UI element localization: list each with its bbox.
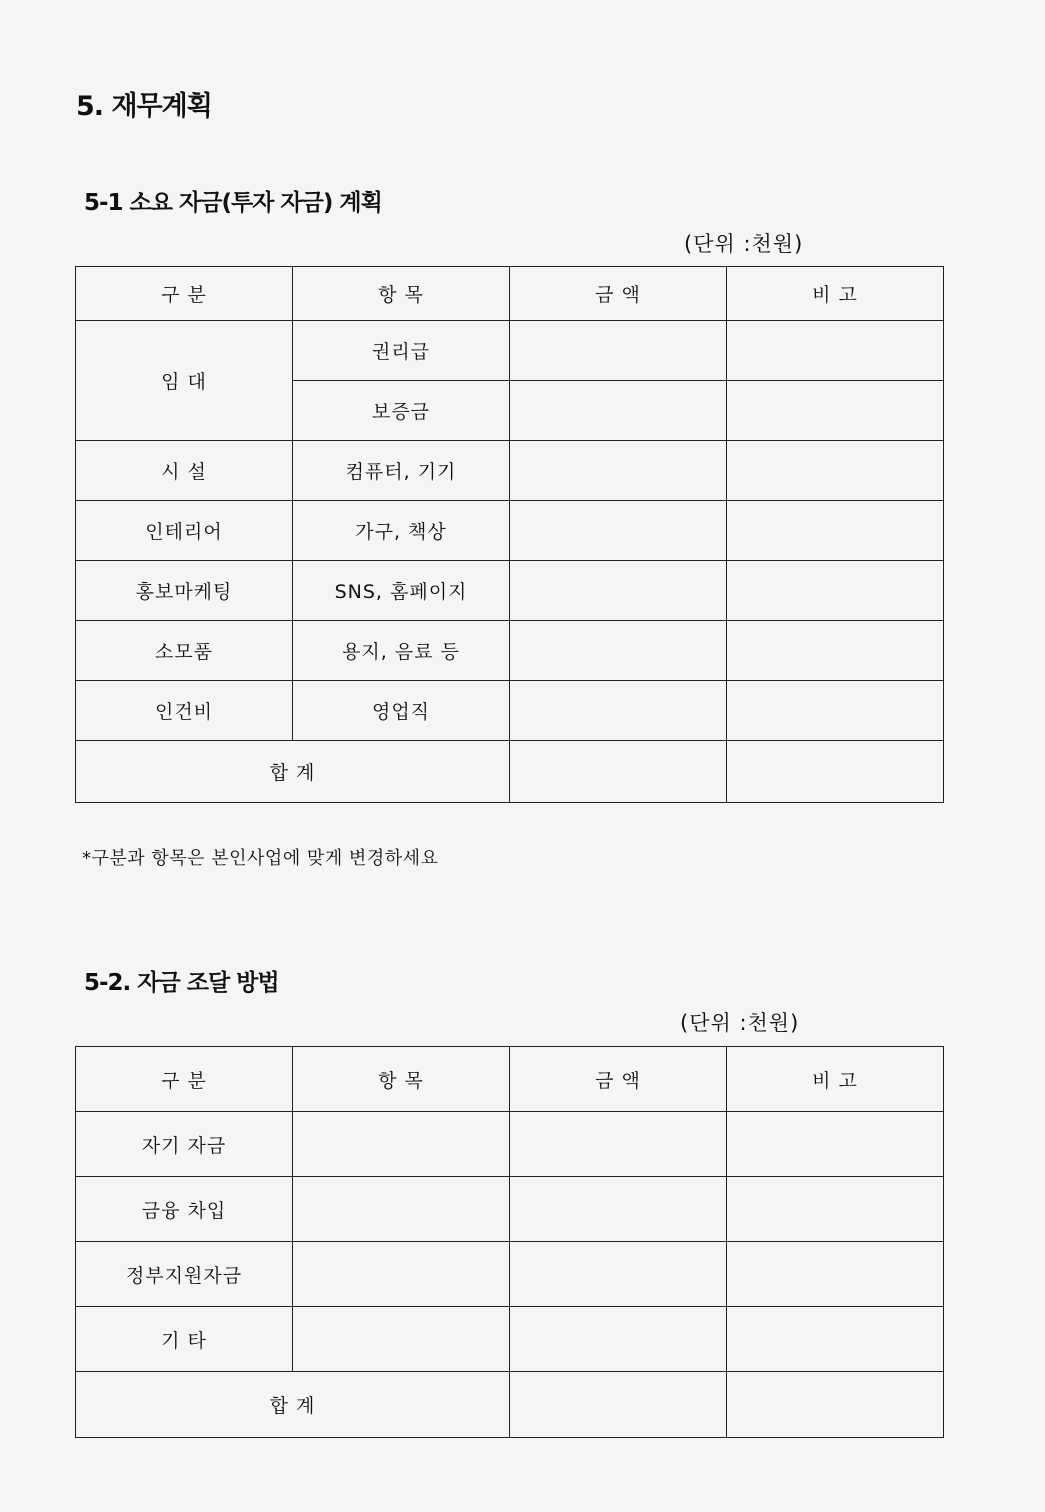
- category-cell: 임 대: [76, 321, 293, 441]
- amount-cell[interactable]: [510, 1242, 727, 1307]
- amount-cell[interactable]: [510, 1307, 727, 1372]
- header-remarks: 비 고: [727, 267, 944, 321]
- category-cell: 인테리어: [76, 501, 293, 561]
- item-cell: 가구, 책상: [293, 501, 510, 561]
- item-cell: 컴퓨터, 기기: [293, 441, 510, 501]
- amount-cell[interactable]: [510, 681, 727, 741]
- funding-requirement-table: [75, 266, 944, 803]
- table-note: *구분과 항목은 본인사업에 맞게 변경하세요: [82, 848, 439, 869]
- category-cell: 금융 차입: [76, 1177, 293, 1242]
- table-row: [76, 1242, 944, 1307]
- remarks-cell[interactable]: [727, 501, 944, 561]
- category-cell: 시 설: [76, 441, 293, 501]
- category-cell: 정부지원자금: [76, 1242, 293, 1307]
- total-remarks-cell[interactable]: [727, 1372, 944, 1438]
- category-cell: 홍보마케팅: [76, 561, 293, 621]
- table-header-row: [76, 267, 944, 321]
- total-row: [76, 1372, 944, 1438]
- amount-cell[interactable]: [510, 1112, 727, 1177]
- funding-source-table: [75, 1046, 944, 1438]
- section-title: 5. 재무계획: [76, 91, 212, 122]
- amount-cell[interactable]: [510, 321, 727, 381]
- amount-cell[interactable]: [510, 501, 727, 561]
- remarks-cell[interactable]: [727, 621, 944, 681]
- header-item: 항 목: [293, 267, 510, 321]
- header-amount: 금 액: [510, 1047, 727, 1112]
- item-cell: 용지, 음료 등: [293, 621, 510, 681]
- funding-heading: 5-2. 자금 조달 방법: [84, 970, 279, 996]
- remarks-cell[interactable]: [727, 681, 944, 741]
- item-cell[interactable]: [293, 1177, 510, 1242]
- category-cell: 자기 자금: [76, 1112, 293, 1177]
- amount-cell[interactable]: [510, 1177, 727, 1242]
- amount-cell[interactable]: [510, 561, 727, 621]
- remarks-cell[interactable]: [727, 1112, 944, 1177]
- remarks-cell[interactable]: [727, 381, 944, 441]
- item-cell[interactable]: [293, 1242, 510, 1307]
- item-cell: 영업직: [293, 681, 510, 741]
- total-row: [76, 741, 944, 803]
- table-row: [76, 441, 944, 501]
- table-header-row: [76, 1047, 944, 1112]
- funding-unit-label: (단위 :천원): [680, 1011, 800, 1035]
- table-row: [76, 621, 944, 681]
- category-cell: 기 타: [76, 1307, 293, 1372]
- remarks-cell[interactable]: [727, 1307, 944, 1372]
- amount-cell[interactable]: [510, 621, 727, 681]
- category-cell: 소모품: [76, 621, 293, 681]
- remarks-cell[interactable]: [727, 561, 944, 621]
- item-cell: 권리급: [293, 321, 510, 381]
- total-label: 합 계: [76, 741, 510, 803]
- table-row: [76, 681, 944, 741]
- table-row: [76, 501, 944, 561]
- header-item: 항 목: [293, 1047, 510, 1112]
- header-amount: 금 액: [510, 267, 727, 321]
- table-row: [76, 1177, 944, 1242]
- item-cell: 보증금: [293, 381, 510, 441]
- remarks-cell[interactable]: [727, 1242, 944, 1307]
- table-row: [76, 1112, 944, 1177]
- header-remarks: 비 고: [727, 1047, 944, 1112]
- total-amount-cell[interactable]: [510, 1372, 727, 1438]
- amount-cell[interactable]: [510, 441, 727, 501]
- table-row: [76, 321, 944, 381]
- plan-unit-label: (단위 :천원): [684, 232, 804, 256]
- item-cell: SNS, 홈페이지: [293, 561, 510, 621]
- amount-cell[interactable]: [510, 381, 727, 441]
- header-category: 구 분: [76, 267, 293, 321]
- item-cell[interactable]: [293, 1112, 510, 1177]
- remarks-cell[interactable]: [727, 321, 944, 381]
- total-remarks-cell[interactable]: [727, 741, 944, 803]
- item-cell[interactable]: [293, 1307, 510, 1372]
- header-category: 구 분: [76, 1047, 293, 1112]
- table-row: [76, 561, 944, 621]
- remarks-cell[interactable]: [727, 1177, 944, 1242]
- total-label: 합 계: [76, 1372, 510, 1438]
- plan-heading: 5-1 소요 자금(투자 자금) 계획: [84, 190, 382, 216]
- remarks-cell[interactable]: [727, 441, 944, 501]
- total-amount-cell[interactable]: [510, 741, 727, 803]
- category-cell: 인건비: [76, 681, 293, 741]
- table-row: [76, 1307, 944, 1372]
